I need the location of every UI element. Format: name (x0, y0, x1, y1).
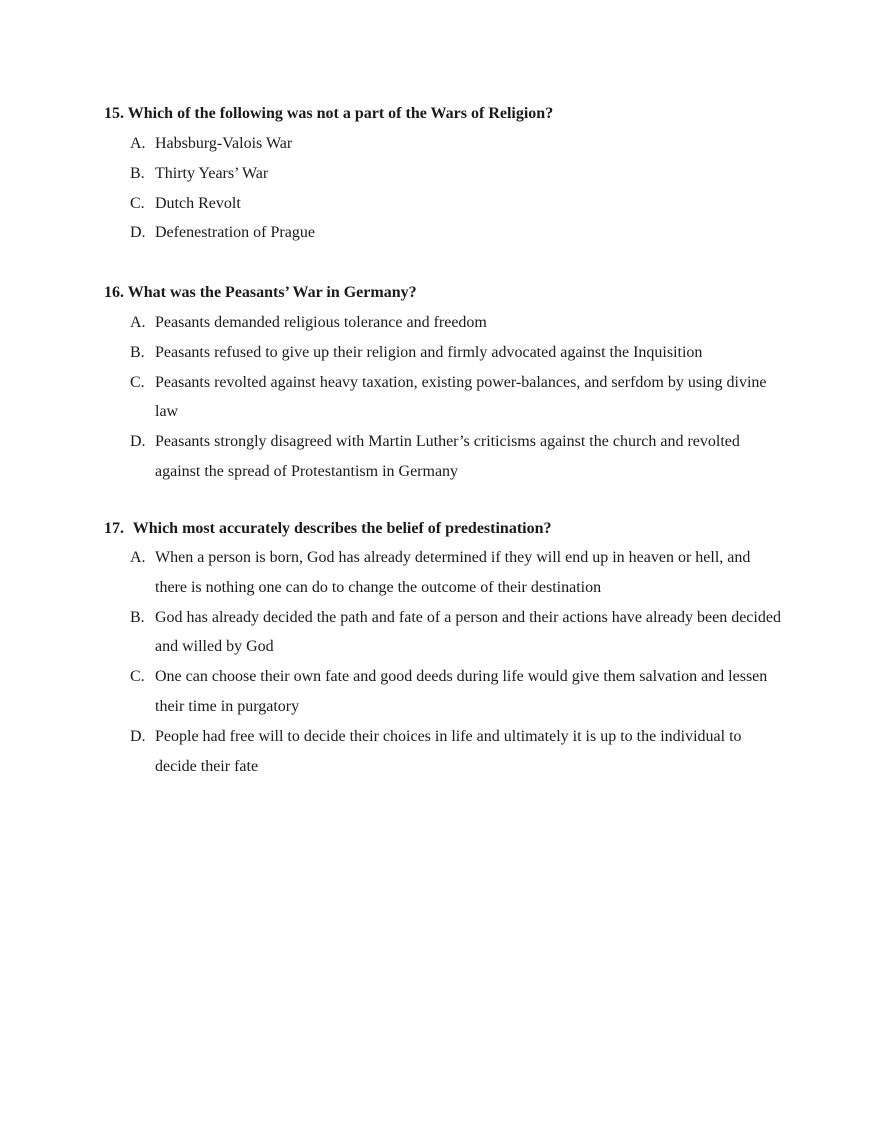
option-letter: A. (130, 549, 146, 566)
answer-option-a (104, 543, 784, 603)
option-text: People had free will to decide their choices in life and ultimately it is up to the individual to decide their fate (155, 727, 742, 775)
answer-options (104, 129, 784, 248)
question-number: 15. (104, 105, 124, 122)
answer-option-a (104, 129, 784, 159)
option-text: God has already decided the path and fate of a person and their actions have already been decided and willed by God (155, 608, 781, 656)
question-15 (104, 99, 784, 248)
option-letter: D. (130, 224, 146, 242)
answer-option-c (104, 189, 784, 219)
question-title (104, 515, 784, 543)
option-letter: B. (130, 164, 145, 182)
answer-option-c (104, 662, 784, 722)
answer-options (104, 543, 784, 781)
option-text: Peasants revolted against heavy taxation, existing power-balances, and serfdom by using divine law (155, 373, 767, 421)
option-letter: A. (130, 135, 146, 152)
answer-option-d (104, 218, 784, 248)
answer-option-b (104, 338, 784, 368)
answer-option-b (104, 603, 784, 663)
question-text: Which most accurately describes the belief of predestination? (132, 520, 552, 537)
option-letter: B. (130, 343, 145, 361)
option-letter: C. (130, 373, 145, 391)
answer-option-a (104, 308, 784, 338)
option-text: Habsburg-Valois War (155, 135, 293, 152)
option-text: Peasants refused to give up their religion and firmly advocated against the Inquisition (155, 343, 703, 361)
question-text: What was the Peasants’ War in Germany? (127, 284, 417, 301)
option-text: Thirty Years’ War (155, 164, 269, 182)
option-letter: D. (130, 727, 146, 745)
option-text: Defenestration of Prague (155, 224, 315, 242)
question-title (104, 99, 784, 129)
option-letter: C. (130, 194, 145, 212)
answer-options (104, 308, 784, 487)
option-letter: B. (130, 608, 145, 626)
answer-option-d (104, 722, 784, 782)
answer-option-c (104, 368, 784, 428)
question-17 (104, 515, 784, 781)
option-letter: D. (130, 433, 146, 451)
question-text: Which of the following was not a part of the Wars of Religion? (127, 105, 554, 122)
question-number: 17. (104, 520, 124, 537)
question-16 (104, 278, 784, 487)
question-number: 16. (104, 284, 124, 301)
option-text: When a person is born, God has already determined if they will end up in heaven or hell, and there is nothing one can do to change the outcome of their destination (155, 549, 751, 596)
answer-option-b (104, 159, 784, 189)
option-letter: A. (130, 314, 146, 331)
option-text: Peasants demanded religious tolerance and freedom (155, 314, 487, 331)
option-text: Dutch Revolt (155, 194, 241, 212)
answer-option-d (104, 427, 784, 487)
option-text: Peasants strongly disagreed with Martin Luther’s criticisms against the church and revolted against the spread of Protestantism in Germany (155, 433, 740, 480)
question-title (104, 278, 784, 308)
option-letter: C. (130, 668, 145, 686)
option-text: One can choose their own fate and good deeds during life would give them salvation and lessen their time in purgatory (155, 668, 768, 715)
